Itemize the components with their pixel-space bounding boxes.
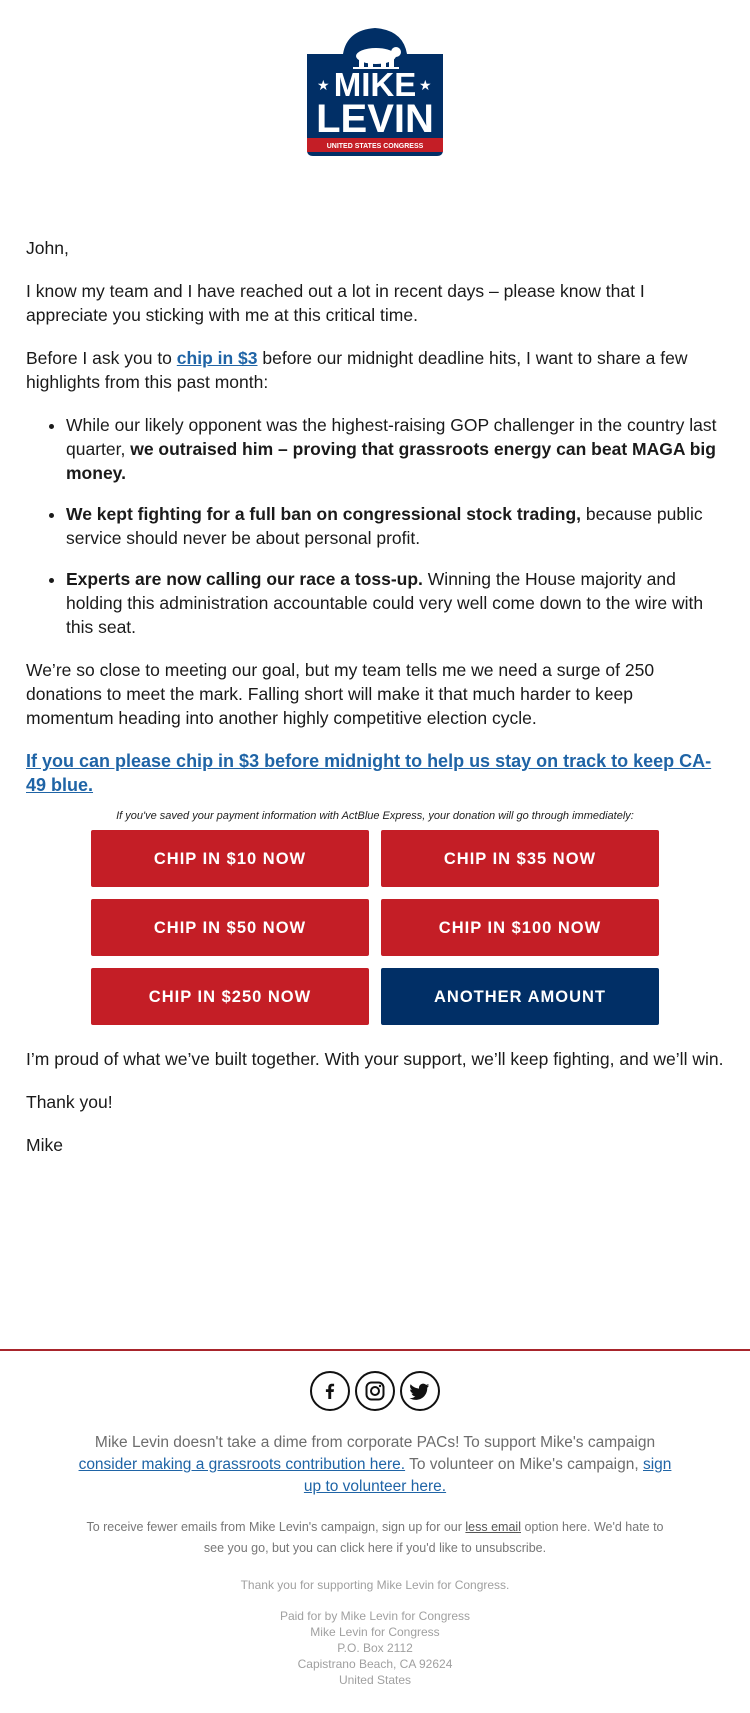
chip-in-3-link[interactable]: chip in $3	[176, 348, 258, 368]
facebook-link[interactable]	[310, 1371, 350, 1411]
less-email-link[interactable]: less email	[465, 1520, 521, 1534]
social-links	[0, 1371, 750, 1411]
country-line: United States	[338, 1673, 412, 1687]
logo-header	[0, 0, 750, 164]
cta-paragraph	[26, 749, 724, 797]
paragraph-proud: I’m proud of what we’ve built together. With your support, we’ll keep fighting, and we’ll win.	[26, 1049, 724, 1069]
paid-for-line: Paid for by Mike Levin for Congress	[279, 1609, 471, 1623]
chip-in-250-button[interactable]: CHIP IN $250 NOW	[91, 968, 369, 1025]
donation-buttons	[91, 830, 659, 1025]
org-line: Mike Levin for Congress	[310, 1625, 440, 1639]
instagram-icon	[364, 1380, 386, 1402]
list-item: • While our likely opponent was the highest-raising GOP challenger in the country last quarter, we outraised him – proving that grassroots energy can beat MAGA big money.	[66, 413, 724, 485]
twitter-icon	[409, 1380, 431, 1402]
logo-subtitle: UNITED STATES CONGRESS	[326, 143, 424, 150]
paragraph-intro: I know my team and I have reached out a lot in recent days – please know that I appreciate you sticking with me at this critical time.	[26, 281, 645, 325]
highlights-list	[26, 413, 724, 639]
chip-in-50-button[interactable]: CHIP IN $50 NOW	[91, 899, 369, 956]
cta-donate-link[interactable]: If you can please chip in $3 before midnight to help us stay on track to keep CA-49 blue.	[26, 751, 712, 795]
supporting-thanks: Thank you for supporting Mike Levin for Congress.	[240, 1578, 510, 1592]
paid-for-address	[0, 1608, 750, 1688]
paragraph-goal: We’re so close to meeting our goal, but my team tells me we need a surge of 250 donations to meet the mark. Falling short will make it that much harder to keep momentum heading into another highly competitive election cycle.	[26, 660, 655, 728]
chip-in-100-button[interactable]: CHIP IN $100 NOW	[381, 899, 659, 956]
instagram-link[interactable]	[355, 1371, 395, 1411]
signature: Mike	[26, 1135, 63, 1155]
email-footer	[0, 1371, 750, 1688]
campaign-logo	[305, 26, 445, 162]
fewer-emails-note: To receive fewer emails from Mike Levin's campaign, sign up for our less email option here. We'd hate to see you go, but you can click here if you'd like to unsubscribe.	[86, 1520, 664, 1555]
list-item: • We kept fighting for a full ban on congressional stock trading, because public service should never be about personal profit.	[66, 502, 724, 550]
logo-name-line1: MIKE	[333, 66, 417, 103]
paragraph-ask: Before I ask you to chip in $3 before our midnight deadline hits, I want to share a few highlights from this past month:	[26, 348, 688, 392]
email-body	[0, 236, 750, 1157]
logo-name-line2: LEVIN	[316, 97, 434, 141]
chip-in-35-button[interactable]: CHIP IN $35 NOW	[381, 830, 659, 887]
chip-in-10-button[interactable]: CHIP IN $10 NOW	[91, 830, 369, 887]
facebook-icon	[320, 1381, 340, 1401]
greeting: John,	[26, 238, 69, 258]
po-box-line: P.O. Box 2112	[337, 1641, 413, 1655]
footer-divider	[0, 1349, 750, 1351]
city-line: Capistrano Beach, CA 92624	[297, 1657, 453, 1671]
list-item: • Experts are now calling our race a toss-up. Winning the House majority and holding this administration accountable could very well come down to the wire with this seat.	[66, 567, 724, 639]
actblue-express-note: If you've saved your payment information with ActBlue Express, your donation will go through immediately:	[116, 810, 634, 822]
another-amount-button[interactable]: ANOTHER AMOUNT	[381, 968, 659, 1025]
grassroots-contribution-link[interactable]: consider making a grassroots contribution here.	[78, 1456, 406, 1473]
star-icon: ★	[419, 78, 432, 94]
twitter-link[interactable]	[400, 1371, 440, 1411]
pac-statement: Mike Levin doesn't take a dime from corporate PACs! To support Mike's campaign consider making a grassroots contribution here. To volunteer on Mike's campaign, sign up to volunteer here.	[78, 1434, 672, 1495]
volunteer-link[interactable]: sign up to volunteer here.	[303, 1456, 672, 1495]
star-icon: ★	[317, 78, 330, 94]
thank-you-line: Thank you!	[26, 1092, 113, 1112]
